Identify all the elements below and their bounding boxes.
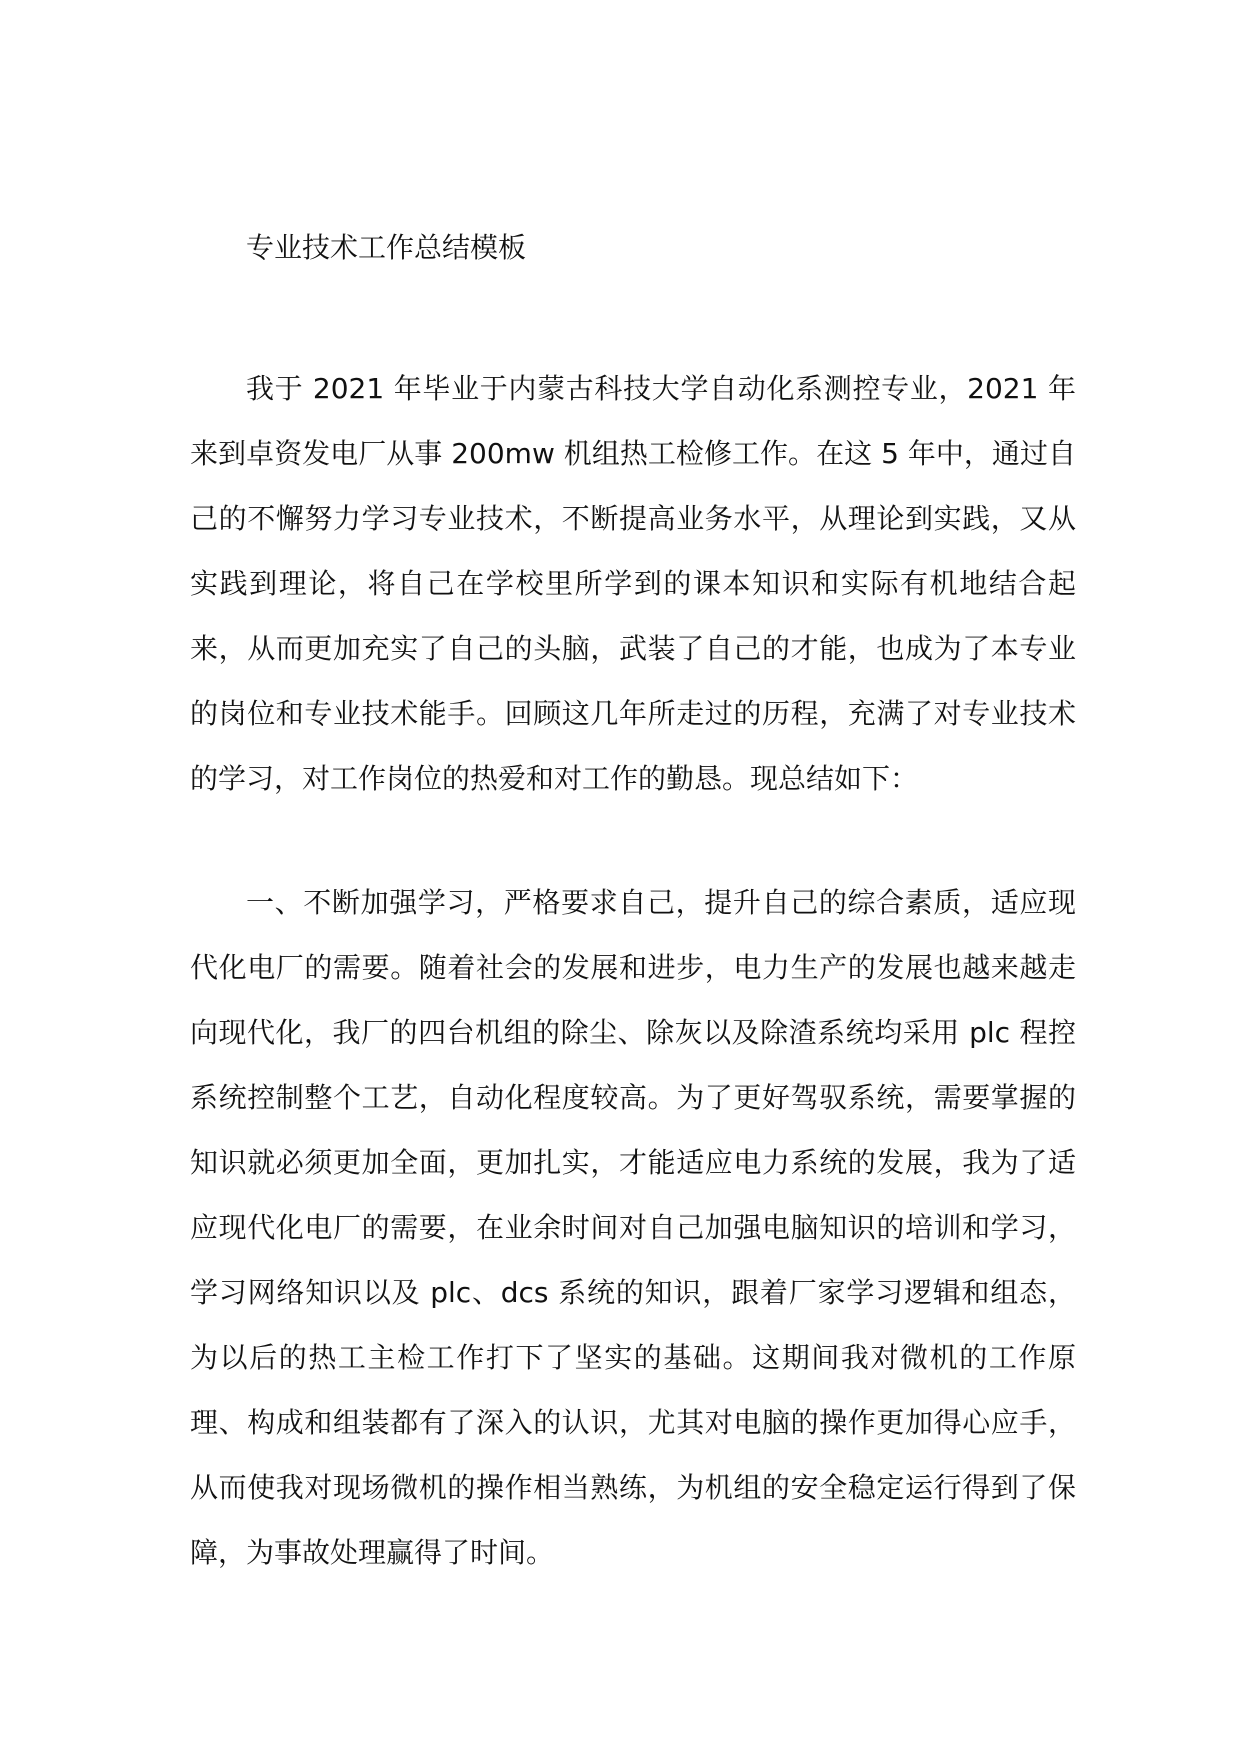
- paragraph-section-one: 一、不断加强学习，严格要求自己，提升自己的综合素质，适应现代化电厂的需要。随着社会的发展和进步，电力生产的发展也越来越走向现代化，我厂的四台机组的除尘、除灰以及除渣系统均采用 plc 程控系统控制整个工艺，自动化程度较高。为了更好驾驭系统，需要掌握的知识就必须更加全面，更加扎实，才能适应电力系统的发展，我为了适应现代化电厂的需要，在业余时间对自己加强电脑知识的培训和学习，学习网络知识以及 plc、dcs 系统的知识，跟着厂家学习逻辑和组态，为以后的热工主检工作打下了坚实的基础。这期间我对微机的工作原理、构成和组装都有了深入的认识，尤其对电脑的操作更加得心应手，从而使我对现场微机的操作相当熟练，为机组的安全稳定运行得到了保障，为事故处理赢得了时间。: [190, 886, 1076, 1569]
- paragraph-intro: 我于 2021 年毕业于内蒙古科技大学自动化系测控专业，2021 年来到卓资发电厂从事 200mw 机组热工检修工作。在这 5 年中，通过自己的不懈努力学习专业技术，不断提高业务水平，从理论到实践，又从实践到理论，将自己在学校里所学到的课本知识和实际有机地结合起来，从而更加充实了自己的头脑，武装了自己的才能，也成为了本专业的岗位和专业技术能手。回顾这几年所走过的历程，充满了对专业技术的学习，对工作岗位的热爱和对工作的勤恳。现总结如下：: [190, 372, 1076, 795]
- document-title: 专业技术工作总结模板: [246, 231, 527, 264]
